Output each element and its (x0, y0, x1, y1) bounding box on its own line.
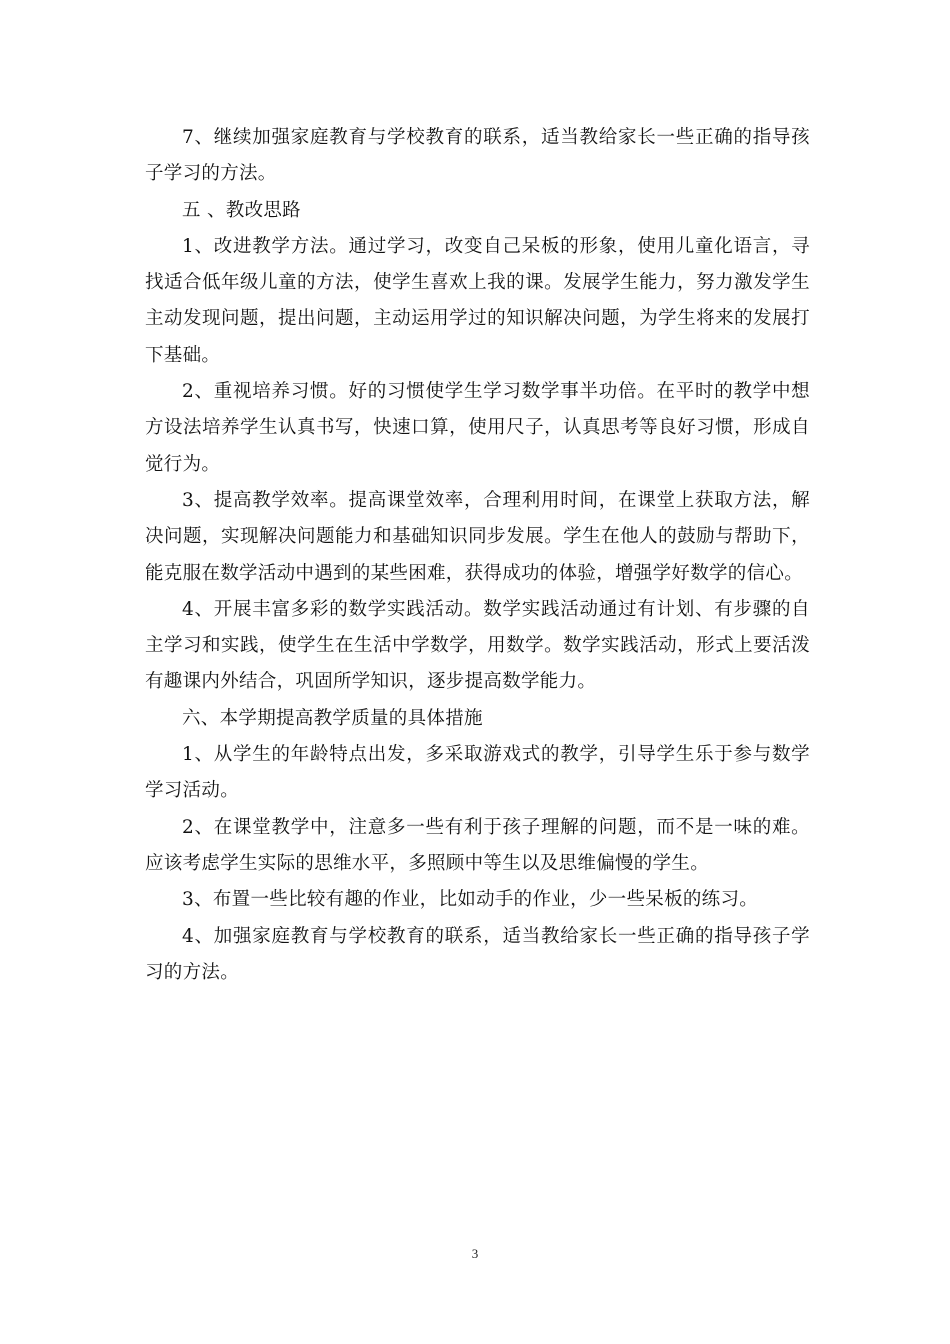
paragraph-classroom-questions: 2、在课堂教学中，注意多一些有利于孩子理解的问题，而不是一味的难。应该考虑学生实际的思维水平，多照顾中等生以及思维偏慢的学生。 (145, 816, 810, 874)
paragraph-practice-activities: 4、开展丰富多彩的数学实践活动。数学实践活动通过有计划、有步骤的自主学习和实践，使学生在生活中学数学，用数学。数学实践活动，形式上要活泼有趣课内外结合，巩固所学知识，逐步提高数学能力。 (145, 598, 810, 693)
paragraph-interesting-homework: 3、布置一些比较有趣的作业，比如动手的作业，少一些呆板的练习。 (182, 889, 759, 911)
section-heading-teaching-reform: 五 、教改思路 (182, 199, 301, 221)
paragraph-efficiency: 3、提高教学效率。提高课堂效率，合理利用时间，在课堂上获取方法，解决问题，实现解决问题能力和基础知识同步发展。学生在他人的鼓励与帮助下，能克服在数学活动中遇到的某些困难，获得成功的体验，增强学好数学的信心。 (145, 489, 810, 584)
page-number: 3 (471, 1246, 479, 1261)
paragraph-improve-methods: 1、改进教学方法。通过学习，改变自己呆板的形象，使用儿童化语言，寻找适合低年级儿童的方法，使学生喜欢上我的课。发展学生能力，努力激发学生主动发现问题，提出问题，主动运用学过的知识解决问题，为学生将来的发展打下基础。 (145, 235, 810, 366)
section-heading-quality-measures: 六、本学期提高教学质量的具体措施 (182, 707, 483, 729)
paragraph-habits: 2、重视培养习惯。好的习惯使学生学习数学事半功倍。在平时的教学中想方设法培养学生认真书写，快速口算，使用尺子，认真思考等良好习惯，形成自觉行为。 (145, 381, 810, 475)
paragraph-home-school-4: 4、加强家庭教育与学校教育的联系，适当教给家长一些正确的指导孩子学习的方法。 (145, 925, 810, 983)
paragraph-home-school-7: 7、继续加强家庭教育与学校教育的联系，适当教给家长一些正确的指导孩子学习的方法。 (145, 127, 810, 185)
document-body (145, 120, 810, 991)
paragraph-age-characteristics: 1、从学生的年龄特点出发，多采取游戏式的教学，引导学生乐于参与数学学习活动。 (145, 744, 810, 802)
